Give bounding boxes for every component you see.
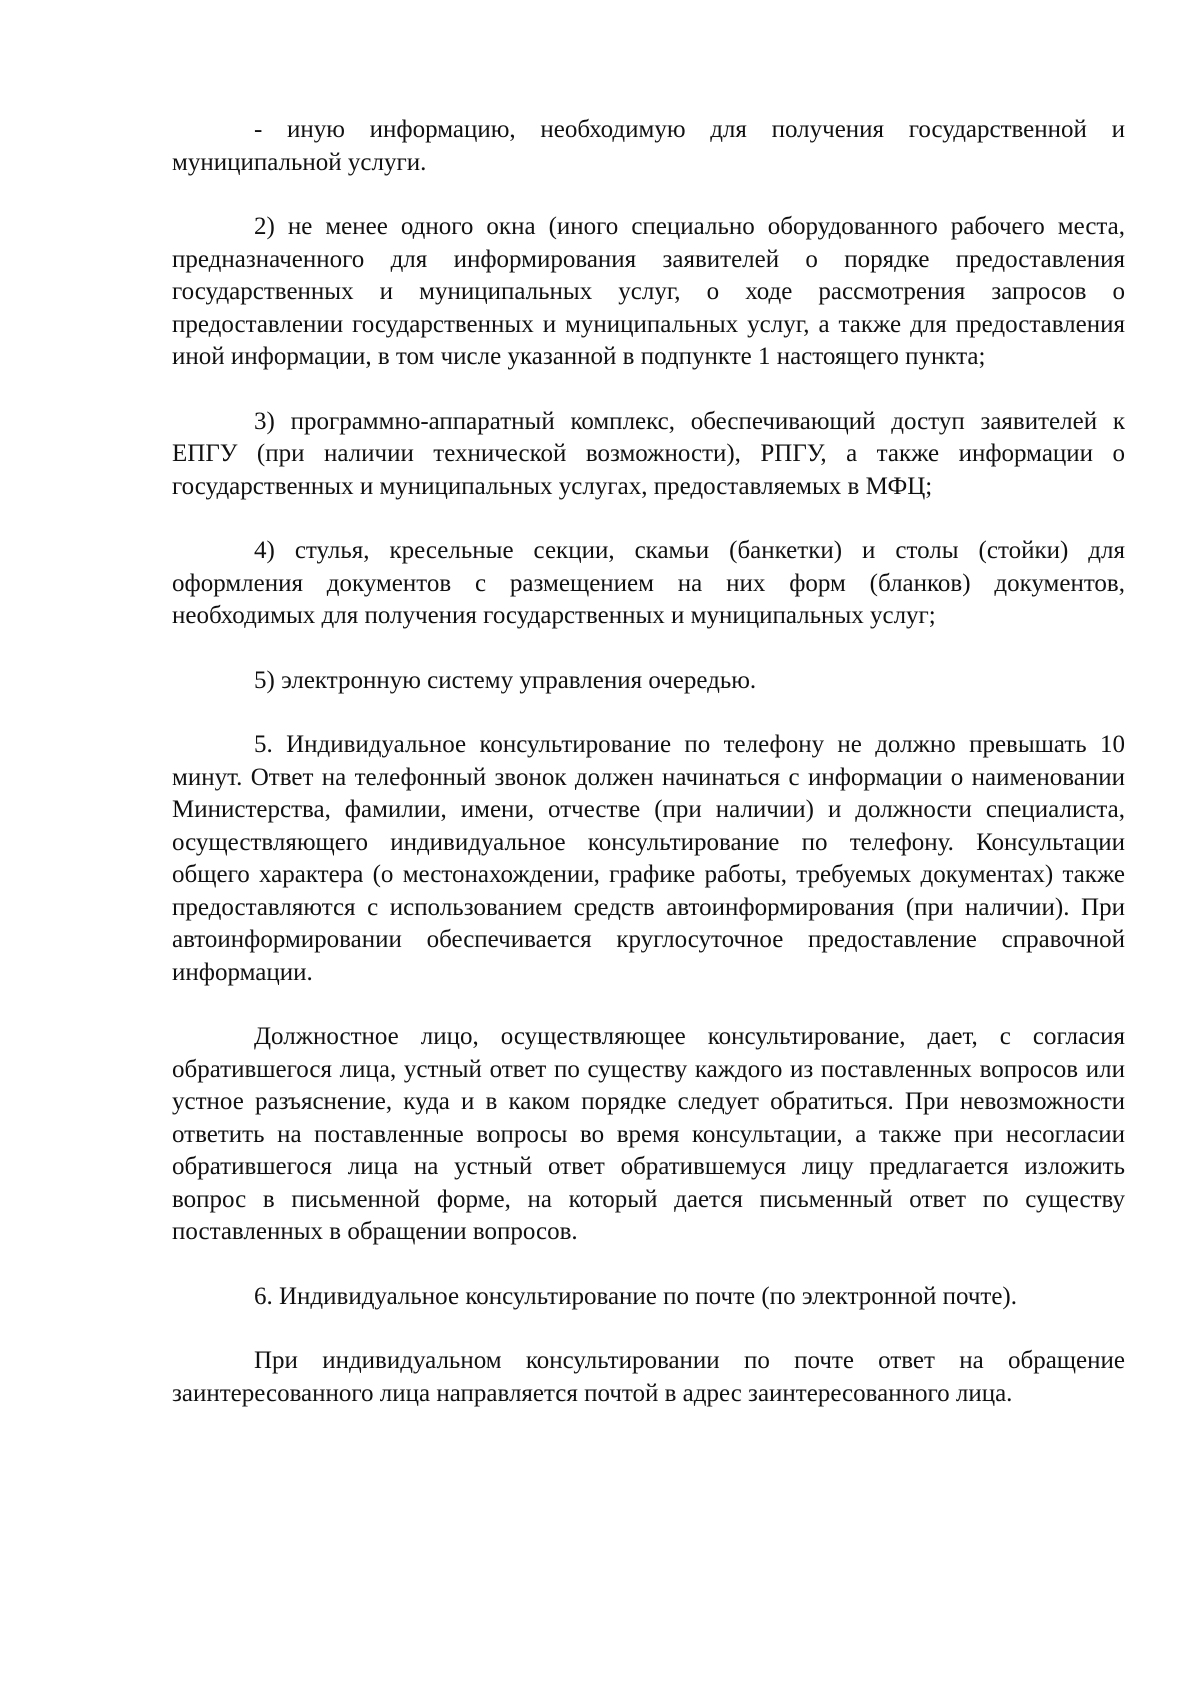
paragraph-item-5-queue: 5) электронную систему управления очередью. (254, 666, 757, 694)
paragraph-item-2-window: 2) не менее одного окна (иного специально оборудованного рабочего места, предназначенного для информирования заявителей о порядке предоставления государственных и муниципальных услуг, о ходе рассмотрения запросов о предоставлении государственных и муниципальных услуг, а также для предоставления иной информации, в том числе указанной в подпункте 1 настоящего пункта; (172, 213, 1125, 370)
paragraph-item-4-furniture: 4) стулья, кресельные секции, скамьи (банкетки) и столы (стойки) для оформления документов с размещением на них форм (бланков) документов, необходимых для получения государственных и муниципальных услуг; (172, 537, 1125, 629)
paragraph-item-3-hardware: 3) программно-аппаратный комплекс, обеспечивающий доступ заявителей к ЕПГУ (при наличии технической возможности), РПГУ, а также информации о государственных и муниципальных услугах, предоставляемых в МФЦ; (172, 407, 1125, 500)
paragraph-section-5-phone: 5. Индивидуальное консультирование по телефону не должно превышать 10 минут. Ответ на телефонный звонок должен начинаться с информации о наименовании Министерства, фамилии, имени, отчестве (при наличии) и должности специалиста, осуществляющего индивидуальное консультирование по телефону. Консультации общего характера (о местонахождении, графике работы, требуемых документах) также предоставляются с использованием средств автоинформирования (при наличии). При автоинформировании обеспечивается круглосуточное предоставление справочной информации. (172, 731, 1125, 986)
paragraph-other-info: - иную информацию, необходимую для получения государственной и муниципальной услуги. (172, 116, 1125, 176)
paragraph-mail-answer: При индивидуальном консультировании по почте ответ на обращение заинтересованного лица направляется почтой в адрес заинтересованного лица. (172, 1347, 1125, 1407)
paragraph-official-answer: Должностное лицо, осуществляющее консультирование, дает, с согласия обратившегося лица, устный ответ по существу каждого из поставленных вопросов или устное разъяснение, куда и в каком порядке следует обратиться. При невозможности ответить на поставленные вопросы во время консультации, а также при несогласии обратившегося лица на устный ответ обратившемуся лицу предлагается изложить вопрос в письменной форме, на который дается письменный ответ по существу поставленных в обращении вопросов. (172, 1023, 1125, 1245)
paragraph-section-6-mail: 6. Индивидуальное консультирование по почте (по электронной почте). (254, 1282, 1018, 1310)
